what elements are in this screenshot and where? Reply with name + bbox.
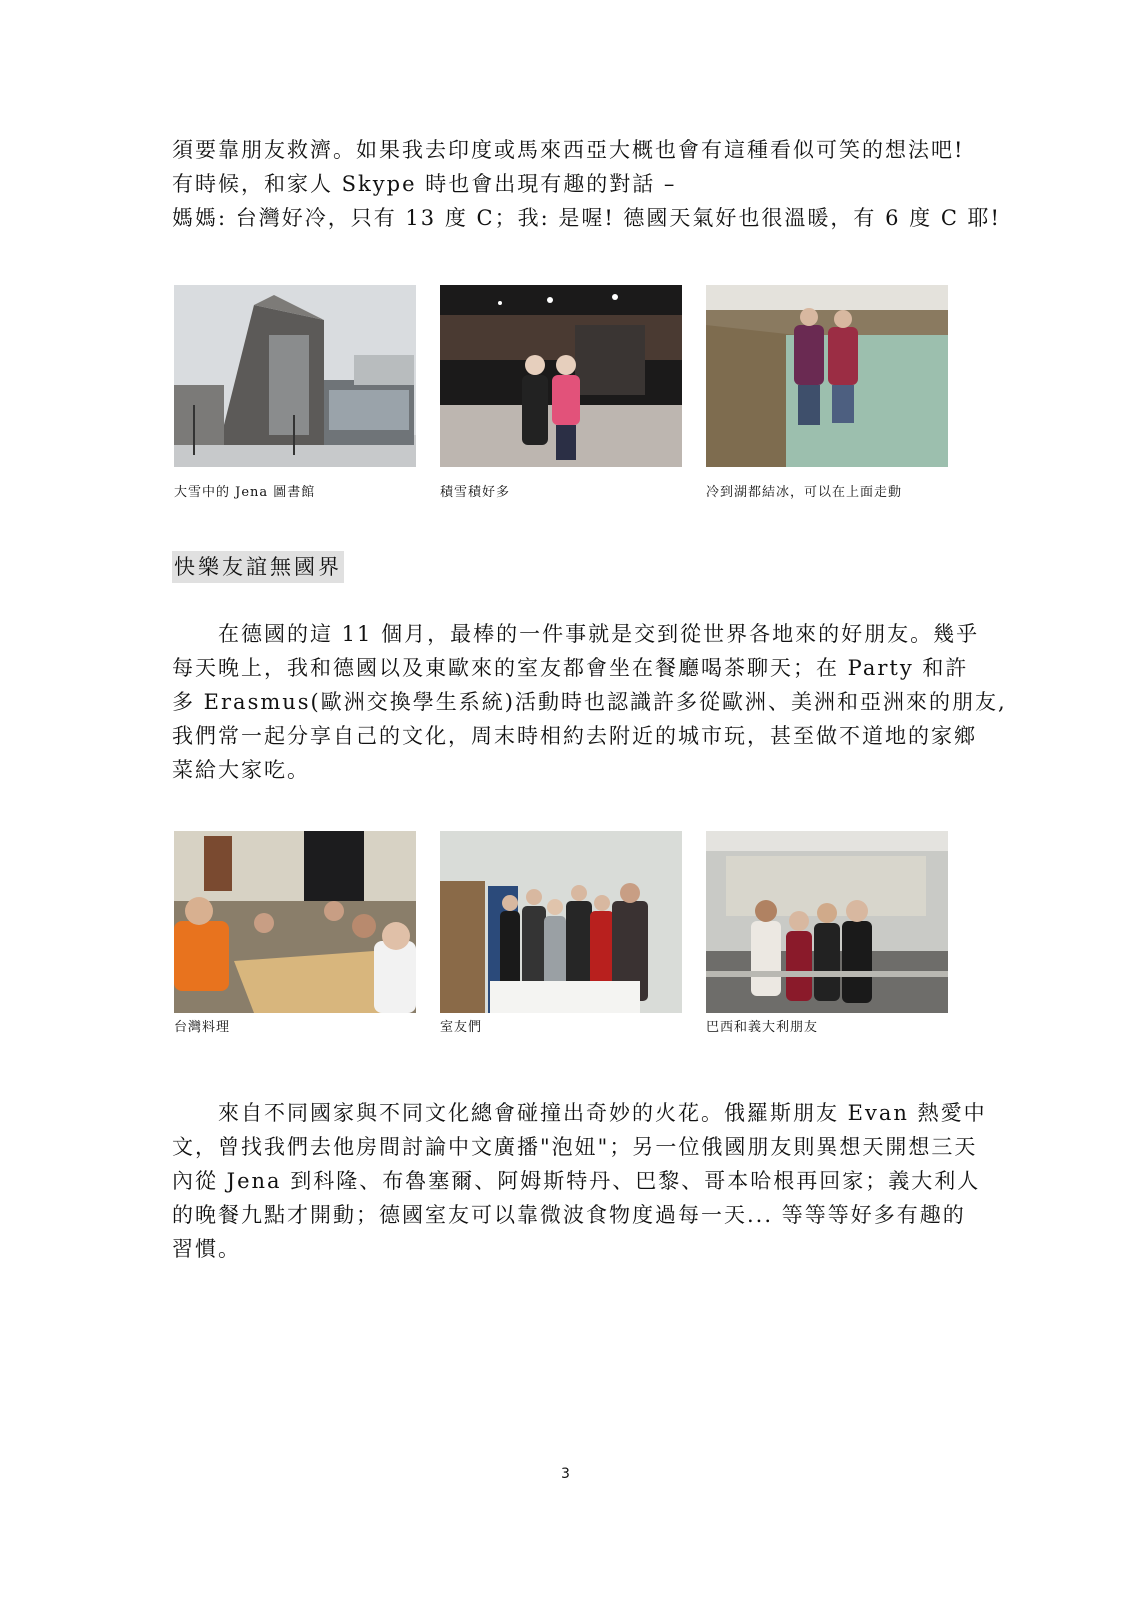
photo-jena-library-in-snow <box>174 285 416 467</box>
caption-jena-library: 大雪中的 Jena 圖書館 <box>174 485 316 500</box>
caption-roommates: 室友們 <box>440 1020 483 1035</box>
culture-line-3: 內從 Jena 到科隆、布魯塞爾、阿姆斯特丹、巴黎、哥本哈根再回家；義大利人 <box>172 1169 981 1193</box>
caption-row-1 <box>174 481 960 501</box>
culture-line-1: 來自不同國家與不同文化總會碰撞出奇妙的火花。俄羅斯朋友 Evan 熱愛中 <box>218 1101 987 1125</box>
caption-brazil-italy-friends: 巴西和義大利朋友 <box>706 1020 819 1035</box>
culture-line-4: 的晚餐九點才開動；德國室友可以靠微波食物度過每一天... 等等等好多有趣的 <box>172 1203 966 1227</box>
friendship-line-3: 多 Erasmus(歐洲交換學生系統)活動時也認識許多從歐洲、美洲和亞洲來的朋友, <box>172 690 1007 714</box>
friendship-line-2: 每天晚上，我和德國以及東歐來的室友都會坐在餐廳喝茶聊天；在 Party 和許 <box>172 656 969 680</box>
friendship-line-5: 菜給大家吃。 <box>172 758 310 782</box>
caption-row-2 <box>174 1016 960 1036</box>
photo-roommates <box>440 831 682 1013</box>
friendship-paragraph <box>172 617 1007 787</box>
culture-line-2: 文，曾找我們去他房間討論中文廣播"泡妞"；另一位俄國朋友則異想天開想三天 <box>172 1135 978 1159</box>
page-number: 3 <box>561 1466 570 1482</box>
culture-paragraph <box>172 1096 987 1266</box>
caption-snow: 積雪積好多 <box>440 485 511 500</box>
intro-line-1: 須要靠朋友救濟。如果我去印度或馬來西亞大概也會有這種看似可笑的想法吧! <box>172 138 965 162</box>
culture-line-5: 習慣。 <box>172 1237 241 1261</box>
intro-paragraph <box>172 133 1001 235</box>
photo-taiwanese-food-dinner <box>174 831 416 1013</box>
caption-taiwanese-food: 台灣料理 <box>174 1020 231 1035</box>
section-heading: 快樂友誼無國界 <box>172 551 344 583</box>
friendship-line-4: 我們常一起分享自己的文化，周末時相約去附近的城市玩，甚至做不道地的家鄉 <box>172 724 977 748</box>
photo-row-1 <box>174 285 960 469</box>
photo-row-2 <box>174 831 960 1015</box>
intro-line-2: 有時候，和家人 Skype 時也會出現有趣的對話 – <box>172 172 677 196</box>
friendship-line-1: 在德國的這 11 個月，最棒的一件事就是交到從世界各地來的好朋友。幾乎 <box>218 622 980 646</box>
photo-frozen-lake <box>706 285 948 467</box>
photo-snow-night <box>440 285 682 467</box>
photo-brazilian-italian-friends <box>706 831 948 1013</box>
caption-frozen-lake: 冷到湖都結冰，可以在上面走動 <box>706 485 903 500</box>
intro-line-3: 媽媽: 台灣好冷，只有 13 度 C；我: 是喔! 德國天氣好也很溫暖，有 6 度 C 耶! <box>172 206 1001 230</box>
